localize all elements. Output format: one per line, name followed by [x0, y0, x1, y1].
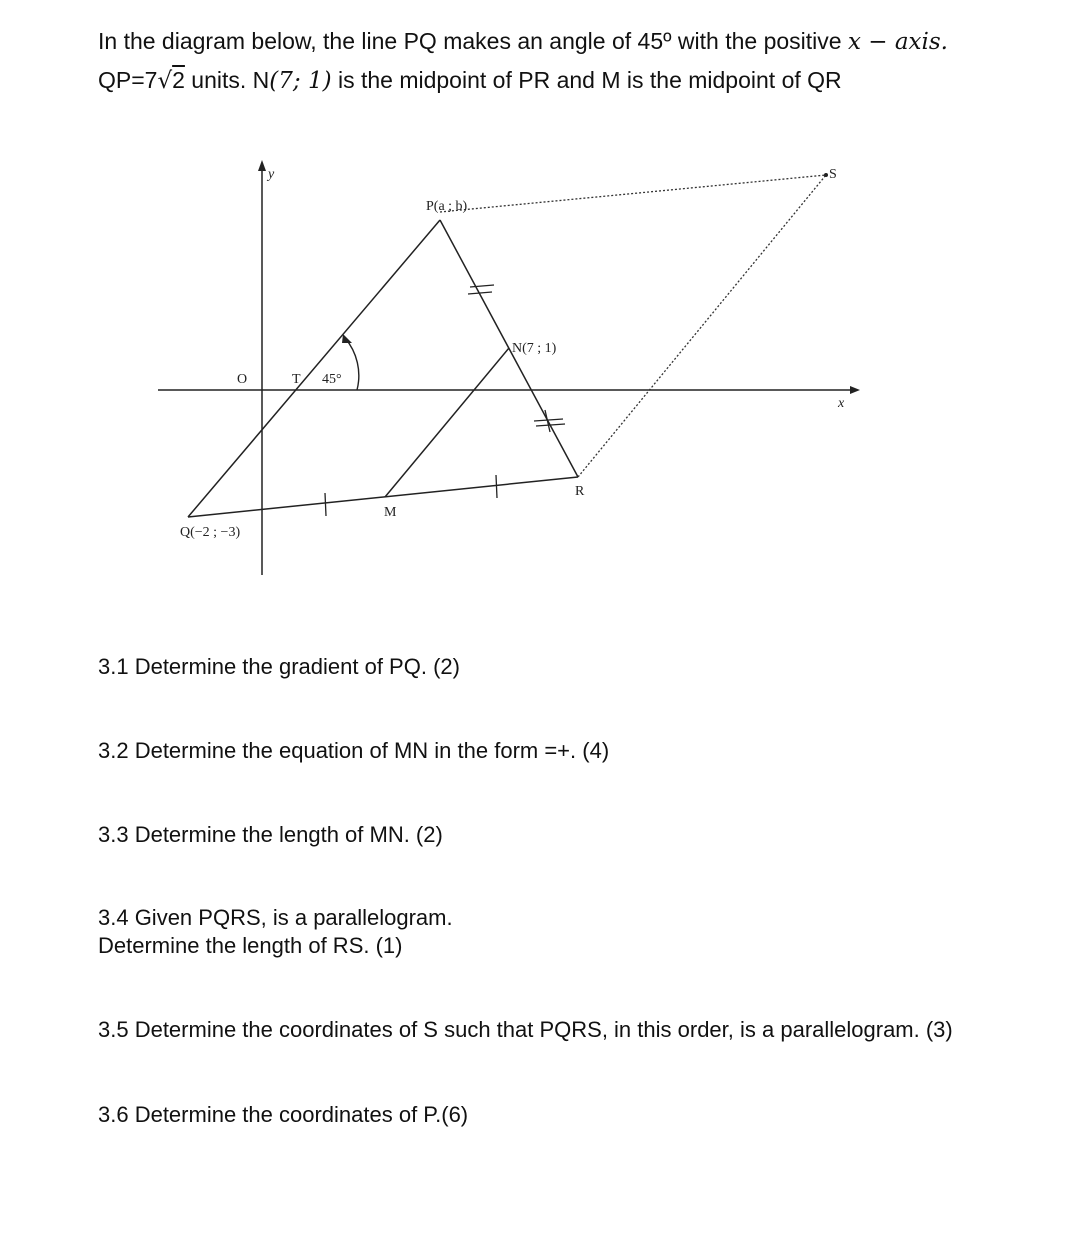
- origin-label: O: [237, 372, 248, 387]
- question-3-4-line-2: Determine the length of RS. (1): [98, 933, 403, 958]
- n-coordinate: (7; 1): [269, 68, 332, 94]
- line-qr: [188, 477, 578, 517]
- point-s-label: S: [829, 167, 837, 182]
- x-axis-arrow: [850, 386, 860, 394]
- problem-intro: [98, 22, 1058, 100]
- point-t-label: T: [292, 372, 301, 387]
- tick-mark-qm: [325, 493, 326, 516]
- tick-mark-mr: [496, 475, 497, 498]
- y-axis-label: y: [268, 167, 275, 182]
- units-text: units. N: [184, 67, 270, 93]
- point-q-label: Q(−2 ; −3): [180, 525, 241, 540]
- point-s: [824, 173, 828, 177]
- x-axis-label: x: [838, 396, 845, 411]
- point-r-label: R: [575, 484, 585, 499]
- geometry-diagram: [0, 140, 1080, 600]
- question-3-1: 3.1 Determine the gradient of PQ. (2): [98, 654, 460, 679]
- y-axis-arrow: [258, 160, 266, 171]
- sqrt-radicand: 2: [172, 67, 185, 93]
- angle-arc-arrow: [342, 334, 352, 343]
- question-3-4-line-1: 3.4 Given PQRS, is a parallelogram.: [98, 905, 453, 930]
- tick-marks-pn: [468, 285, 494, 294]
- angle-label: 45°: [322, 372, 342, 387]
- question-3-3: 3.3 Determine the length of MN. (2): [98, 822, 443, 847]
- line-ps-dotted: [440, 175, 826, 212]
- line-rs-dotted: [578, 175, 826, 477]
- x-axis-math: x − axis.: [847, 29, 948, 55]
- line-pq: [188, 220, 440, 517]
- tick-marks-nr: [534, 410, 565, 432]
- sqrt-symbol: √: [157, 68, 173, 94]
- question-3-5: 3.5 Determine the coordinates of S such that PQRS, in this order, is a parallelogram. (3): [98, 1017, 953, 1042]
- point-m-label: M: [384, 505, 397, 520]
- intro-line-1: [98, 22, 1058, 61]
- qp-length-prefix: QP=7: [98, 67, 158, 93]
- intro-text-1: In the diagram below, the line PQ makes an angle of 45º with the positive: [98, 28, 848, 54]
- point-p-label: P(a ; b): [426, 199, 468, 214]
- intro-line-2: [98, 61, 1058, 100]
- line-mn: [385, 348, 509, 497]
- question-3-6: 3.6 Determine the coordinates of P.(6): [98, 1102, 469, 1127]
- intro-suffix: is the midpoint of PR and M is the midpoint of QR: [331, 67, 842, 93]
- angle-arc: [345, 338, 359, 390]
- point-n-label: N(7 ; 1): [512, 341, 557, 356]
- question-3-2: 3.2 Determine the equation of MN in the form =+. (4): [98, 738, 610, 763]
